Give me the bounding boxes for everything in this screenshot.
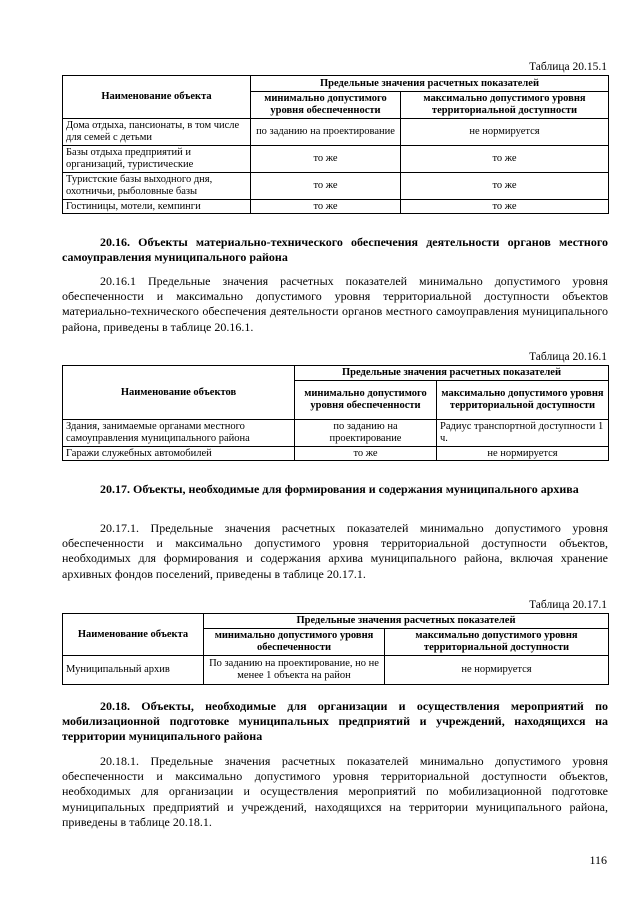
cell-max: не нормируется (437, 447, 609, 461)
section-paragraph: 20.18.1. Предельные значения расчетных показателей минимально допустимого уровня обеспеченности и максимально допустимого уровня территориальной доступности объектов, необходимых для организации и осуществления мероприятий по мобилизационной подготовке муниципальных предприятий и учреждений, находящихся на территории муниципального района, приведены в таблице 20.18.1. (62, 754, 608, 829)
section-paragraph: 20.17.1. Предельные значения расчетных показателей минимально допустимого уровня обеспеченности и максимально допустимого уровня территориальной доступности объектов, необходимых для формирования и содержания архива муниципального района, включая хранение архивных фондов поселений, приведены в таблице 20.17.1. (62, 521, 608, 581)
cell-max: то же (401, 173, 609, 200)
table-row (63, 173, 609, 200)
cell-min: по заданию на проектирование (295, 420, 437, 447)
column-header-min: минимально допустимого уровня обеспеченности (204, 629, 385, 656)
page-number: 116 (589, 853, 607, 867)
column-header-max: максимально допустимого уровня территориальной доступности (401, 92, 609, 119)
table-row (63, 200, 609, 214)
cell-min: то же (295, 447, 437, 461)
table-caption: Таблица 20.15.1 (529, 61, 607, 73)
column-group-header: Предельные значения расчетных показателей (251, 76, 609, 92)
column-header-max: максимально допустимого уровня территориальной доступности (385, 629, 609, 656)
column-header-max: максимально допустимого уровня территориальной доступности (437, 381, 609, 420)
cell-name: Базы отдыха предприятий и организаций, туристические (63, 146, 251, 173)
table-caption: Таблица 20.17.1 (529, 599, 607, 611)
cell-min: то же (251, 200, 401, 214)
cell-name: Туристские базы выходного дня, охотничьи, рыболовные базы (63, 173, 251, 200)
column-header-name: Наименование объекта (63, 614, 204, 656)
cell-name: Муниципальный архив (63, 656, 204, 685)
column-header-min: минимально допустимого уровня обеспеченности (251, 92, 401, 119)
section-heading: 20.16. Объекты материально-технического обеспечения деятельности органов местного самоуправления муниципального района (62, 235, 608, 264)
column-header-name: Наименование объектов (63, 366, 295, 420)
cell-min: по заданию на проектирование (251, 119, 401, 146)
cell-min: то же (251, 173, 401, 200)
cell-max: не нормируется (385, 656, 609, 685)
cell-name: Гаражи служебных автомобилей (63, 447, 295, 461)
table-20-16-1 (62, 365, 609, 461)
table-row (63, 656, 609, 685)
table-caption: Таблица 20.16.1 (529, 351, 607, 363)
cell-name: Здания, занимаемые органами местного самоуправления муниципального района (63, 420, 295, 447)
cell-min: По заданию на проектирование, но не менее 1 объекта на район (204, 656, 385, 685)
column-header-min: минимально допустимого уровня обеспеченности (295, 381, 437, 420)
section-heading: 20.17. Объекты, необходимые для формирования и содержания муниципального архива (100, 482, 579, 496)
cell-max: то же (401, 200, 609, 214)
column-group-header: Предельные значения расчетных показателей (295, 366, 609, 381)
cell-name: Гостиницы, мотели, кемпинги (63, 200, 251, 214)
table-row (63, 146, 609, 173)
cell-max: Радиус транспортной доступности 1 ч. (437, 420, 609, 447)
cell-max: не нормируется (401, 119, 609, 146)
cell-min: то же (251, 146, 401, 173)
section-paragraph: 20.16.1 Предельные значения расчетных показателей минимально допустимого уровня обеспеченности и максимально допустимого уровня территориальной доступности объектов материально-технического обеспечения деятельности органов местного самоуправления муниципального района, приведены в таблице 20.16.1. (62, 274, 608, 334)
column-group-header: Предельные значения расчетных показателей (204, 614, 609, 629)
column-header-name: Наименование объекта (63, 76, 251, 119)
table-row (63, 447, 609, 461)
cell-name: Дома отдыха, пансионаты, в том числе для семей с детьми (63, 119, 251, 146)
table-20-15-1 (62, 75, 609, 214)
section-heading: 20.18. Объекты, необходимые для организации и осуществления мероприятий по мобилизационной подготовке муниципальных предприятий и учреждений, находящихся на территории муниципального района (62, 699, 608, 743)
cell-max: то же (401, 146, 609, 173)
table-row (63, 119, 609, 146)
table-row (63, 420, 609, 447)
table-20-17-1 (62, 613, 609, 685)
